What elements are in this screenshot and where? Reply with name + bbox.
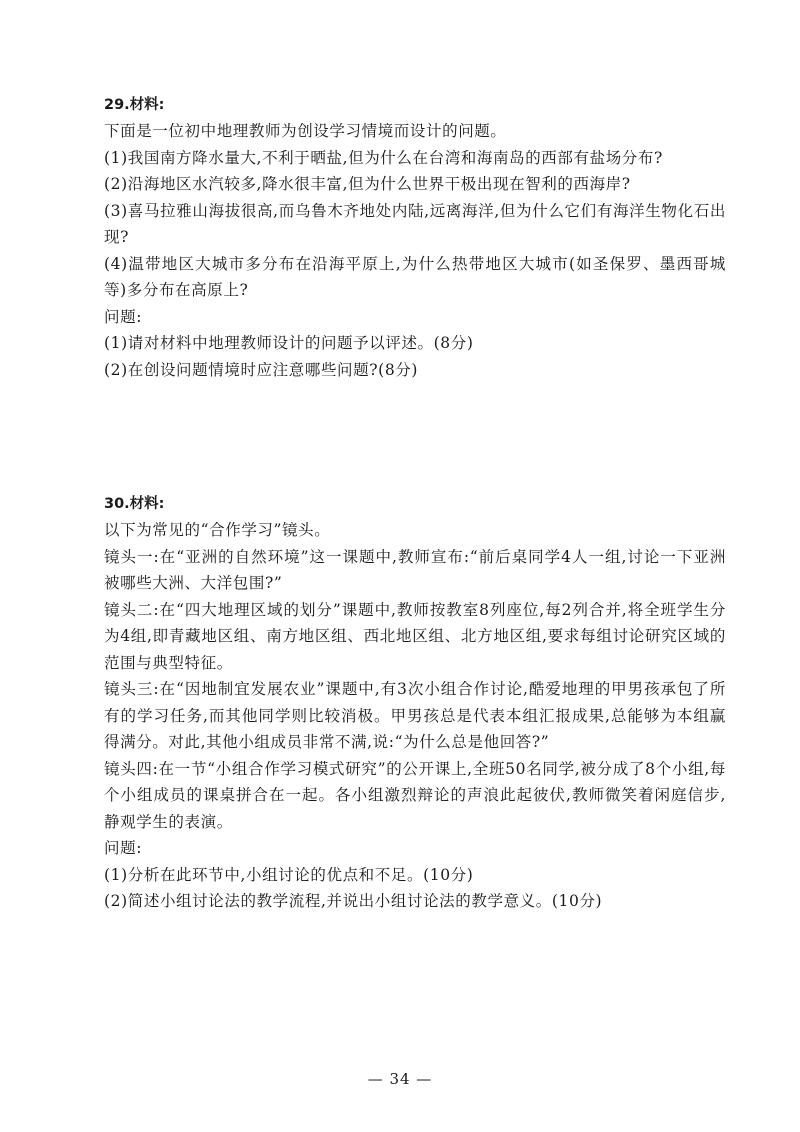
- question-30-shot-4: 镜头四:在一节“小组合作学习模式研究”的公开课上,全班50名同学,被分成了8个小组,每个小组成员的课桌拼合在一起。各小组激烈辩论的声浪此起彼伏,教师微笑着闲庭信步,静观学生的表演。: [104, 759, 726, 831]
- question-29-material-item-4: (4)温带地区大城市多分布在沿海平原上,为什么热带地区大城市(如圣保罗、墨西哥城等)多分布在高原上?: [104, 254, 726, 299]
- question-29-intro: 下面是一位初中地理教师为创设学习情境而设计的问题。: [104, 122, 507, 140]
- question-29-question-1: (1)请对材料中地理教师设计的问题予以评述。(8分): [104, 334, 474, 352]
- question-30: [104, 491, 734, 915]
- question-29-material-item-2: (2)沿海地区水汽较多,降水很丰富,但为什么世界干极出现在智利的西海岸?: [104, 175, 631, 193]
- question-30-title: 30.材料:: [104, 496, 165, 512]
- question-30-shot-2: 镜头二:在“四大地理区域的划分”课题中,教师按教室8列座位,每2列合并,将全班学生分为4组,即青藏地区组、南方地区组、西北地区组、北方地区组,要求每组讨论研究区域的范围与典型特征。: [104, 600, 726, 672]
- question-30-question-1: (1)分析在此环节中,小组讨论的优点和不足。(10分): [104, 865, 474, 884]
- question-30-shot-3: 镜头三:在“因地制宜发展农业”课题中,有3次小组合作讨论,酷爱地理的甲男孩承包了所有的学习任务,而其他同学则比较消极。甲男孩总是代表本组汇报成果,总能够为本组赢得满分。对此,其他小组成员非常不满,说:“为什么总是他回答?”: [104, 680, 726, 751]
- question-30-question-2: (2)简述小组讨论法的教学流程,并说出小组讨论法的教学意义。(10分): [104, 892, 603, 910]
- question-30-shot-1: 镜头一:在“亚洲的自然环境”这一课题中,教师宣布:“前后桌同学4人一组,讨论一下亚洲被哪些大洲、大洋包围?”: [104, 547, 726, 592]
- question-29: [104, 92, 734, 383]
- question-29-title: 29.材料:: [104, 97, 165, 113]
- question-29-question-2: (2)在创设问题情境时应注意哪些问题?(8分): [104, 360, 419, 379]
- question-29-material-item-1: (1)我国南方降水量大,不利于晒盐,但为什么在台湾和海南岛的西部有盐场分布?: [104, 148, 663, 167]
- question-29-material-item-3: (3)喜马拉雅山海拔很高,而乌鲁木齐地处内陆,远离海洋,但为什么它们有海洋生物化石出现?: [104, 201, 726, 246]
- question-30-intro: 以下为常见的“合作学习”镜头。: [104, 521, 331, 539]
- page-number: — 34 —: [367, 1070, 433, 1088]
- question-29-question-label: 问题:: [104, 307, 143, 326]
- question-30-question-label: 问题:: [104, 839, 143, 857]
